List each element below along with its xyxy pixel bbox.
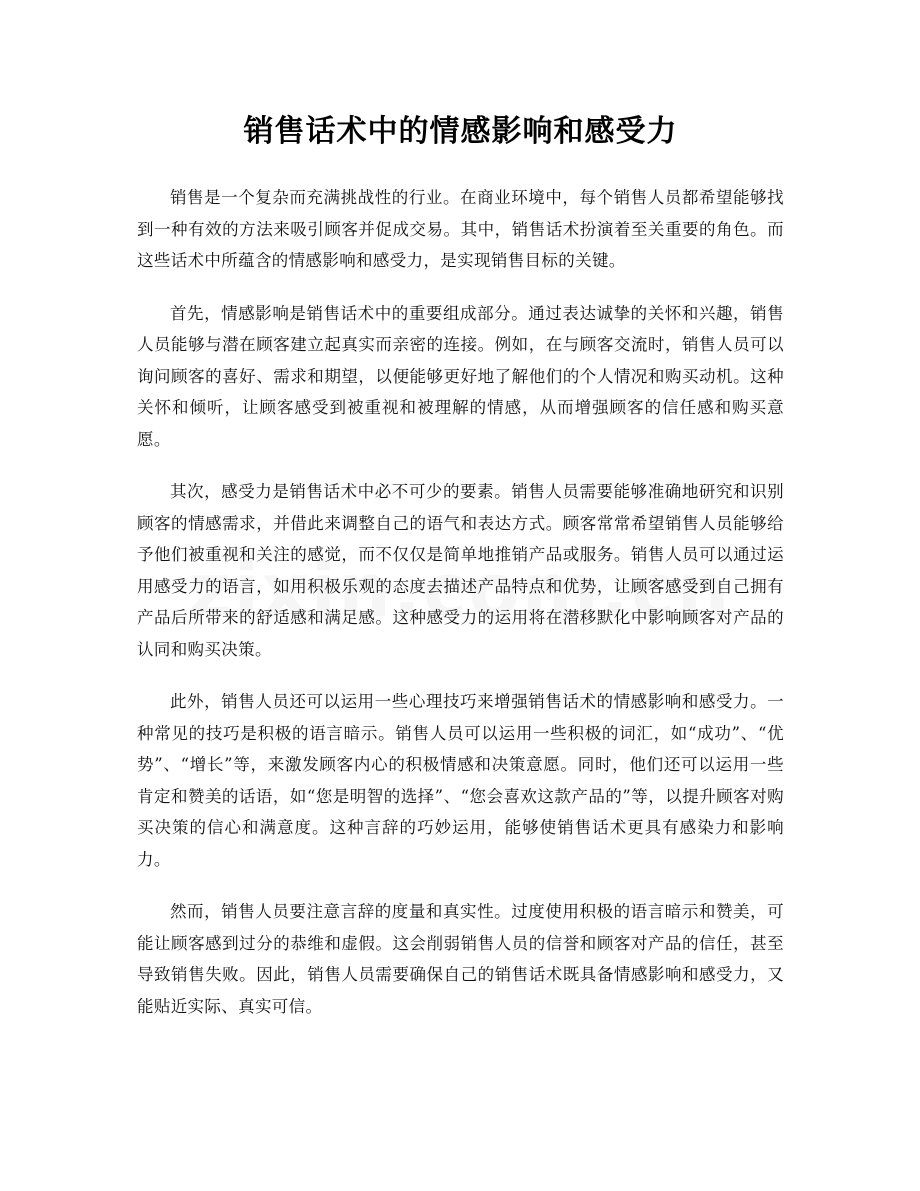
paragraph-intro: 销售是一个复杂而充满挑战性的行业。在商业环境中，每个销售人员都希望能够找到一种有效的方法来吸引顾客并促成交易。其中，销售话术扮演着至关重要的角色。而这些话术中所蕴含的情感影响和感受力，是实现销售目标的关键。 [137, 188, 784, 270]
paragraph-caution: 然而，销售人员要注意言辞的度量和真实性。过度使用积极的语言暗示和赞美，可能让顾客感到过分的恭维和虚假。这会削弱销售人员的信誉和顾客对产品的信任，甚至导致销售失败。因此，销售人员需要确保自己的销售话术既具备情感影响和感受力，又能贴近实际、真实可信。 [137, 902, 784, 1016]
paragraph-emotional-influence: 首先，情感影响是销售话术中的重要组成部分。通过表达诚挚的关怀和兴趣，销售人员能够与潜在顾客建立起真实而亲密的连接。例如，在与顾客交流时，销售人员可以询问顾客的喜好、需求和期望，以便能够更好地了解他们的个人情况和购买动机。这种关怀和倾听，让顾客感受到被重视和被理解的情感，从而增强顾客的信任感和购买意愿。 [137, 303, 784, 449]
document-body [137, 182, 784, 1022]
paragraph-psychology-techniques: 此外，销售人员还可以运用一些心理技巧来增强销售话术的情感影响和感受力。一种常见的技巧是积极的语言暗示。销售人员可以运用一些积极的词汇，如“成功”、“优势”、“增长”等，来激发顾客内心的积极情感和决策意愿。同时，他们还可以运用一些肯定和赞美的话语，如“您是明智的选择”、“您会喜欢这款产品的”等，以提升顾客对购买决策的信心和满意度。这种言辞的巧妙运用，能够使销售话术更具有感染力和影响力。 [137, 692, 784, 869]
paragraph-perception: 其次，感受力是销售话术中必不可少的要素。销售人员需要能够准确地研究和识别顾客的情感需求，并借此来调整自己的语气和表达方式。顾客常常希望销售人员能够给予他们被重视和关注的感觉，而不仅仅是简单地推销产品或服务。销售人员可以通过运用感受力的语言，如用积极乐观的态度去描述产品特点和优势，让顾客感受到自己拥有产品后所带来的舒适感和满足感。这种感受力的运用将在潜移默化中影响顾客对产品的认同和购买决策。 [137, 482, 784, 659]
document-title: 销售话术中的情感影响和感受力 [243, 114, 678, 149]
